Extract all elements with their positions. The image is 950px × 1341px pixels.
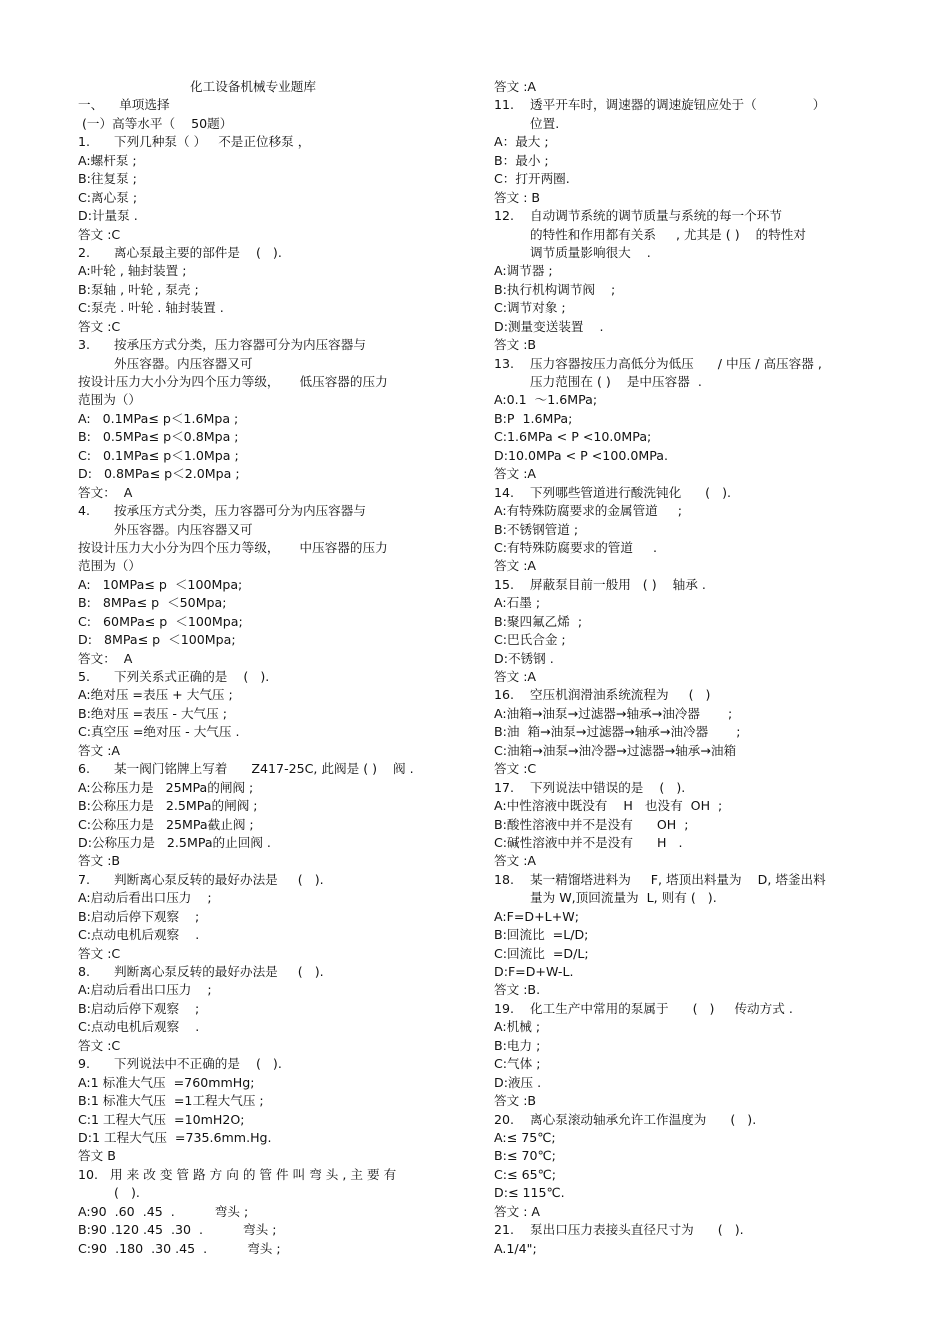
left-column-line: D: 0.8MPa≤ p＜2.0Mpa ; [78,466,240,482]
left-column-line: D:计量泵 . [78,208,138,224]
left-column-line: B:启动后停下观察 ; [78,1000,200,1016]
left-column-line: C:点动电机后观察 . [78,927,200,943]
right-column-line: 答文 : B [494,189,541,205]
left-column-line: B:1 标准大气压 =1工程大气压 ; [78,1093,264,1109]
right-column-line: B:不锈钢管道 ; [494,521,579,537]
right-column-line: C:有特殊防腐要求的管道 . [494,539,657,555]
left-column-line: D: 8MPa≤ p ＜100Mpa; [78,632,236,648]
right-column-line: 的特性和作用都有关系 , 尤其是 ( ) 的特性对 [494,226,806,242]
left-column-line: 答文 :C [78,945,121,961]
left-column-line: 2. 离心泵最主要的部件是 ( ). [78,244,282,260]
right-column-line: B：最小 ; [494,152,549,168]
right-column-line: 答文 :A [494,669,537,684]
left-column-line: B:启动后停下观察 ; [78,908,200,924]
right-column-line: A:机械 ; [494,1019,541,1035]
left-column-line: 范围为（） [78,558,141,574]
left-column-line: B: 8MPa≤ p ＜50Mpa; [78,595,227,611]
right-column-line: 16. 空压机润滑油系统流程为 ( ) [494,687,711,703]
left-column-line: B:往复泵 ; [78,171,137,187]
right-column-line: B:聚四氟乙烯 ; [494,613,583,629]
right-column-line: A:油箱→油泵→过滤器→轴承→油冷器 ; [494,705,733,721]
left-column-line: 范围为（） [78,392,141,408]
left-column-line: 答文 :C [78,318,121,334]
right-column-line: 14. 下列哪些管道进行酸洗钝化 ( ). [494,484,732,500]
left-column-line: 6. 某一阀门铭牌上写着 Z417-25C, 此阀是 ( ) 阀 . [78,761,414,777]
left-column-line: C: 0.1MPa≤ p＜1.0Mpa ; [78,447,239,463]
left-column-line: 4. 按承压方式分类，压力容器可分为内压容器与 [78,503,366,519]
left-column-line: 答文 :B [78,853,121,869]
left-column-line: A:90 .60 .45 . 弯头 ; [78,1203,249,1219]
right-column-line: D:F=D+W-L. [494,964,574,979]
right-column-line: 15. 屏蔽泵目前一般用 ( ) 轴承 . [494,576,706,592]
right-column-line: 答文 :B. [494,982,541,998]
right-column-line: 答文 : A [494,1203,541,1219]
right-column-line: 18. 某一精馏塔进料为 F, 塔顶出料量为 D, 塔釜出料 [494,871,826,887]
right-column-line: C:1.6MPa < P <10.0MPa; [494,429,652,445]
right-column-line: C：打开两圈. [494,171,570,187]
left-column-line: A:启动后看出口压力 ; [78,890,212,906]
left-column-line: C:离心泵 ; [78,189,138,205]
left-column-line: B:公称压力是 2.5MPa的闸阀 ; [78,798,258,814]
left-column-line: 答文 :C [78,1037,121,1053]
right-column-line: C:气体 ; [494,1056,541,1072]
left-column-line: 9. 下列说法中不正确的是 ( ). [78,1056,282,1072]
right-column-line: A:石墨 ; [494,595,541,611]
left-column-line: 一、 单项选择 [78,97,170,113]
right-column [494,78,886,1258]
right-column-line: 21. 泵出口压力表接头直径尺寸为 ( ). [494,1222,744,1238]
right-column-line: B:油 箱→油泵→过滤器→轴承→油冷器 ; [494,724,741,740]
left-column-line: A: 0.1MPa≤ p＜1.6Mpa ; [78,410,239,426]
right-column-line: 位置. [494,115,560,131]
left-column-line: 答文： A [78,650,133,666]
right-column-line: 答文 :C [494,761,537,777]
left-column-line: (一）高等水平（ 50题） [78,115,233,131]
left-column-line: A:1 标准大气压 =760mmHg; [78,1074,255,1090]
right-column-line: A:有特殊防腐要求的金属管道 ; [494,503,683,519]
left-column-line: D:公称压力是 2.5MPa的止回阀 . [78,834,271,850]
right-column-line: B:≤ 70℃; [494,1148,556,1164]
right-column-line: 11. 透平开车时，调速器的调速旋钮应处于（ ） [494,97,826,113]
right-column-line: D:液压 . [494,1074,542,1090]
left-column-line: 按设计压力大小分为四个压力等级， 低压容器的压力 [78,374,388,389]
right-column-line: B:回流比 =L/D; [494,927,589,943]
left-column-line: 按设计压力大小分为四个压力等级， 中压容器的压力 [78,539,388,555]
left-column-line: 外压容器。内压容器又可 [78,521,253,537]
left-column-line: D:1 工程大气压 =735.6mm.Hg. [78,1129,272,1145]
left-column-line: 3. 按承压方式分类，压力容器可分为内压容器与 [78,337,366,353]
left-column-line: 10. 用 来 改 变 管 路 方 向 的 管 件 叫 弯 头 , 主 要 有 [78,1166,397,1182]
right-column-line: A：最大 ; [494,134,549,150]
right-column-line: A:中性溶液中既没有 H 也没有 OH ; [494,798,723,814]
right-column-line: 13. 压力容器按压力高低分为低压 / 中压 / 高压容器 , [494,355,822,371]
left-column-line: A:公称压力是 25MPa的闸阀 ; [78,779,254,795]
left-column-line: 7. 判断离心泵反转的最好办法是 ( ). [78,871,324,887]
left-column-line: C:1 工程大气压 =10mH2O; [78,1111,245,1127]
right-column-line: B:电力 ; [494,1037,541,1053]
right-column-line: 答文 :A [494,853,537,869]
right-column-line: C:油箱→油泵→油冷器→过滤器→轴承→油箱 [494,742,737,758]
left-column-line: A:启动后看出口压力 ; [78,982,212,998]
right-column-line: A.1/4"; [494,1240,537,1256]
right-column-line: 答文 :A [494,558,537,574]
right-column-line: 答文 :B [494,337,537,353]
left-column-line: B:泵轴 , 叶轮 , 泵壳 ; [78,281,199,297]
right-column-line: A:调节器 ; [494,263,553,279]
right-column-line: C:碱性溶液中并不是没有 H . [494,834,683,850]
left-column-line: 1. 下列几种泵（ ） 不是正位移泵 ， [78,134,311,150]
right-column-line: 答文 :A [494,466,537,482]
left-column-line: A:绝对压 =表压 + 大气压 ; [78,687,233,703]
right-column-line: 17. 下列说法中错误的是 ( ). [494,779,686,795]
right-column-line: D:10.0MPa < P <100.0MPa. [494,447,668,463]
right-column-line: 12. 自动调节系统的调节质量与系统的每一个环节 [494,208,782,224]
left-column-line: B:90 .120 .45 .30 . 弯头 ; [78,1222,277,1238]
left-column-line: C:点动电机后观察 . [78,1019,200,1035]
right-column-line: D:不锈钢 . [494,650,554,666]
left-column-line: 5. 下列关系式正确的是 ( ). [78,669,270,684]
left-column-line: 答文 :A [78,742,121,758]
left-column-line: 答文 :C [78,226,121,242]
right-column-line: 答文 :B [494,1093,537,1109]
left-column-line: 化工设备机械专业题库 [190,79,316,94]
left-column [78,78,458,1258]
right-column-line: C:调节对象 ; [494,300,566,316]
left-column-line: C:90 .180 .30 .45 . 弯头 ; [78,1240,281,1256]
right-column-line: A:F=D+L+W; [494,908,579,924]
right-column-line: 调节质量影响很大 . [494,244,651,260]
left-column-line: 答文 B [78,1148,116,1164]
right-column-line: C:回流比 =D/L; [494,945,589,961]
right-column-line: C:巴氏合金 ; [494,632,566,648]
right-column-line: 20. 离心泵滚动轴承允许工作温度为 ( ). [494,1111,757,1127]
left-column-line: C:真空压 =绝对压 - 大气压 . [78,724,240,740]
left-column-line: C:公称压力是 25MPa截止阀 ; [78,816,254,832]
right-column-line: C:≤ 65℃; [494,1166,557,1182]
right-column-line: B:酸性溶液中并不是没有 OH ; [494,816,689,832]
left-column-line: A:叶轮 , 轴封装置 ; [78,263,187,279]
left-column-line: ( ). [78,1185,140,1201]
left-column-line: A: 10MPa≤ p ＜100Mpa; [78,576,243,592]
left-column-line: B: 0.5MPa≤ p＜0.8Mpa ; [78,429,239,445]
right-column-line: 量为 W,顶回流量为 L, 则有 ( ). [494,890,717,906]
right-column-line: B:P 1.6MPa; [494,410,573,426]
right-column-line: D:测量变送装置 . [494,318,604,334]
right-column-line: 答文 :A [494,79,537,94]
left-column-line: C:泵壳 . 叶轮 . 轴封装置 . [78,300,224,316]
right-column-line: 19. 化工生产中常用的泵属于 ( ) 传动方式 . [494,1000,793,1016]
right-column-line: A:≤ 75℃; [494,1129,556,1145]
right-column-line: 压力范围在 ( ) 是中压容器 . [494,374,702,389]
left-column-line: 外压容器。内压容器又可 [78,355,253,371]
left-column-line: 答文： A [78,484,133,500]
right-column-line: D:≤ 115℃. [494,1185,565,1201]
left-column-line: B:绝对压 =表压 - 大气压 ; [78,705,227,721]
right-column-line: A:0.1 ～1.6MPa; [494,392,598,408]
right-column-line: B:执行机构调节阀 ; [494,281,616,297]
left-column-line: 8. 判断离心泵反转的最好办法是 ( ). [78,964,324,979]
left-column-line: A:螺杆泵 ; [78,152,137,168]
left-column-line: C: 60MPa≤ p ＜100Mpa; [78,613,243,629]
